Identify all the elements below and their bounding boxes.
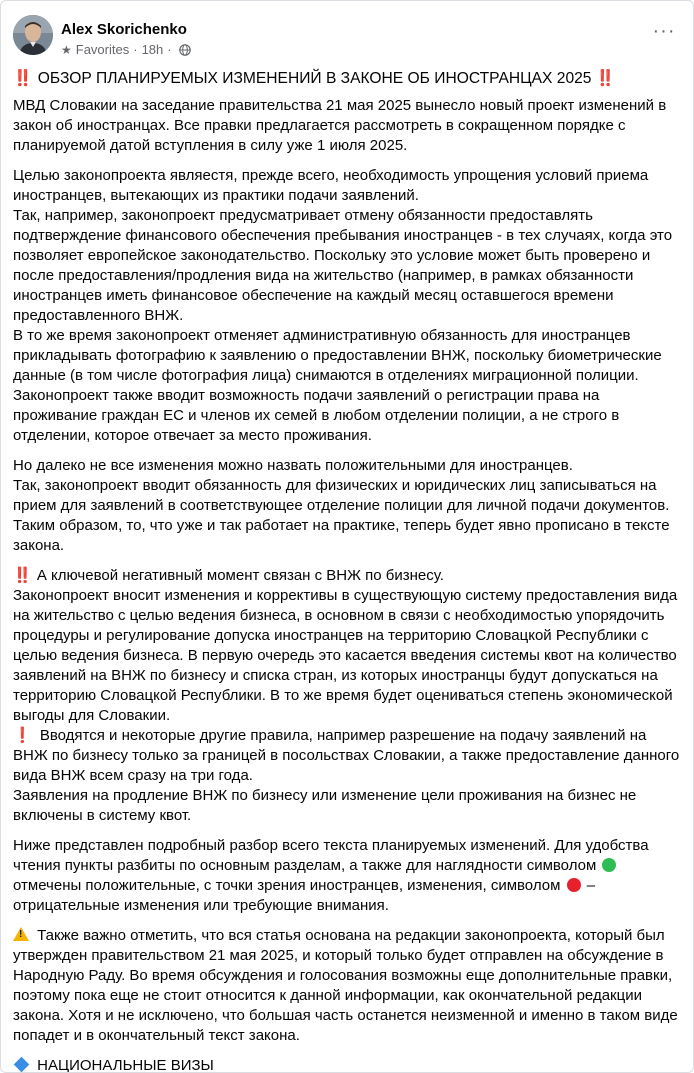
- double-exclamation-icon: ‼️: [595, 70, 613, 87]
- blue-diamond-icon: [14, 1057, 30, 1073]
- double-exclamation-icon: ‼️: [13, 567, 29, 584]
- exclamation-icon: ❗: [13, 727, 32, 744]
- paragraph-text: Также важно отметить, что вся статья основана на редакции законопроекта, который был утвержден правительством 21 мая 2025, и который только будет отправлен на обсуждение в Народную Раду. Во время обсуждения и голосования возможны еще дополнительные правки, поэтому пока еще не стоит относится к данной информации, как окончательной редакции закона. Хотя и не исключено, что большая часть останется неизменной и именно в таком виде попадет и в окончательный текст закона.: [13, 927, 678, 1044]
- paragraph-text: А ключевой негативный момент связан с ВНЖ по бизнесу.: [36, 567, 444, 584]
- paragraph-warning: [13, 926, 685, 1046]
- paragraph: Так, законопроект вводит обязанность для физических и юридических лиц записываться на прием для заявлений в соответствующее отделение полиции для личной подачи документов. Таким образом, то, что уже и так работает на практике, теперь будет явно прописано в тексте закона.: [13, 477, 670, 554]
- audience-label[interactable]: Favorites: [75, 42, 130, 57]
- globe-icon: [179, 44, 191, 56]
- paragraph-key-negative: [13, 566, 685, 586]
- avatar-image: [13, 15, 53, 55]
- paragraph: В то же время законопроект отменяет административную обязанность для иностранцев прикладывать фотографию к заявлению о предоставлении ВНЖ, поскольку биометрические данные (в том числе фотография лица) снимаются в отделениях миграционной полиции.: [13, 327, 662, 384]
- post-title-text: ОБЗОР ПЛАНИРУЕМЫХ ИЗМЕНЕНИЙ В ЗАКОНЕ ОБ ИНОСТРАНЦАХ 2025: [37, 70, 592, 87]
- paragraph-text: отмечены положительные, с точки зрения иностранцев, изменения, символом: [13, 877, 561, 894]
- paragraph: Так, например, законопроект предусматривает отмену обязанности предоставлять подтверждение финансового обеспечения пребывания иностранцев - в тех случаях, когда это позволяет европейское законодательство. Поскольку это условие может быть проверено и после предоставления/продления вида на жительство (например, в рамках обязанности иностранцев иметь финансовое обеспечение на каждый месяц оставшегося времени предоставленного ВНЖ.: [13, 207, 673, 324]
- post-meta: [61, 42, 191, 58]
- section-heading: [13, 1056, 685, 1073]
- star-icon: ★: [61, 43, 72, 57]
- double-exclamation-icon: ‼️: [13, 70, 30, 87]
- paragraph: Целью законопроекта являестя, прежде всего, необходимость упрощения условий приема иностранцев, вытекающих из практики подачи заявлений.: [13, 167, 649, 204]
- avatar[interactable]: [13, 15, 53, 55]
- post-body: [13, 67, 685, 1073]
- paragraph: Заявления на продление ВНЖ по бизнесу или изменение цели проживания на бизнес не включены в систему квот.: [13, 787, 637, 824]
- red-circle-icon: [567, 878, 581, 892]
- author-name[interactable]: Alex Skorichenko: [61, 21, 187, 38]
- meta-separator: ·: [133, 42, 138, 57]
- meta-separator: ·: [167, 42, 172, 57]
- paragraph-intro: МВД Словакии на заседание правительства 21 мая 2025 вынесло новый проект изменений в закон об иностранцах. Все правки предлагается рассмотреть в сокращенном порядке с планируемой датой вступления в силу уже 1 июля 2025.: [13, 97, 667, 154]
- paragraph: Но далеко не все изменения можно назвать положительными для иностранцев.: [13, 457, 573, 474]
- post-header: [13, 15, 681, 61]
- section-heading-text: НАЦИОНАЛЬНЫЕ ВИЗЫ: [37, 1057, 214, 1073]
- paragraph-other-rules: [13, 726, 685, 786]
- warning-icon: [13, 927, 29, 941]
- paragraph-text: Вводятся и некоторые другие правила, например разрешение на подачу заявлений на ВНЖ по бизнесу только за границей в посольствах Словакии, а также предоставление данного вида ВНЖ всем сразу на три года.: [13, 727, 680, 784]
- more-options-icon[interactable]: ···: [652, 20, 676, 42]
- paragraph: Законопроект также вводит возможность подачи заявлений о регистрации права на проживание граждан ЕС и членов их семей в любом отделении полиции, а не строго в отделении, которое отвечает за место проживания.: [13, 387, 620, 444]
- post-title: [13, 67, 685, 91]
- paragraph-text: – отрицательные изменения или требующие внимания.: [13, 877, 596, 914]
- green-circle-icon: [602, 858, 616, 872]
- paragraph-legend: [13, 836, 685, 916]
- paragraph-text: Ниже представлен подробный разбор всего текста планируемых изменений. Для удобства чтения пункты разбиты по основным разделам, а также для наглядности символом: [13, 837, 649, 874]
- paragraph: Законопроект вносит изменения и коррективы в существующую систему предоставления вида на жительство с целью ведения бизнеса, в основном в связи с необходимостью упорядочить процедуры и регулирование допуска иностранцев на территорию Словацкой Республики с целью ведения бизнеса. В первую очередь это касается введения системы квот на количество заявлений на ВНЖ по бизнесу и списка стран, из которых иностранцы будут допускаться на территорию Словацкой Республики. В то же время будет оцениваться степень экономической выгоды для Словакии.: [13, 587, 678, 724]
- post-time[interactable]: 18h: [141, 42, 164, 57]
